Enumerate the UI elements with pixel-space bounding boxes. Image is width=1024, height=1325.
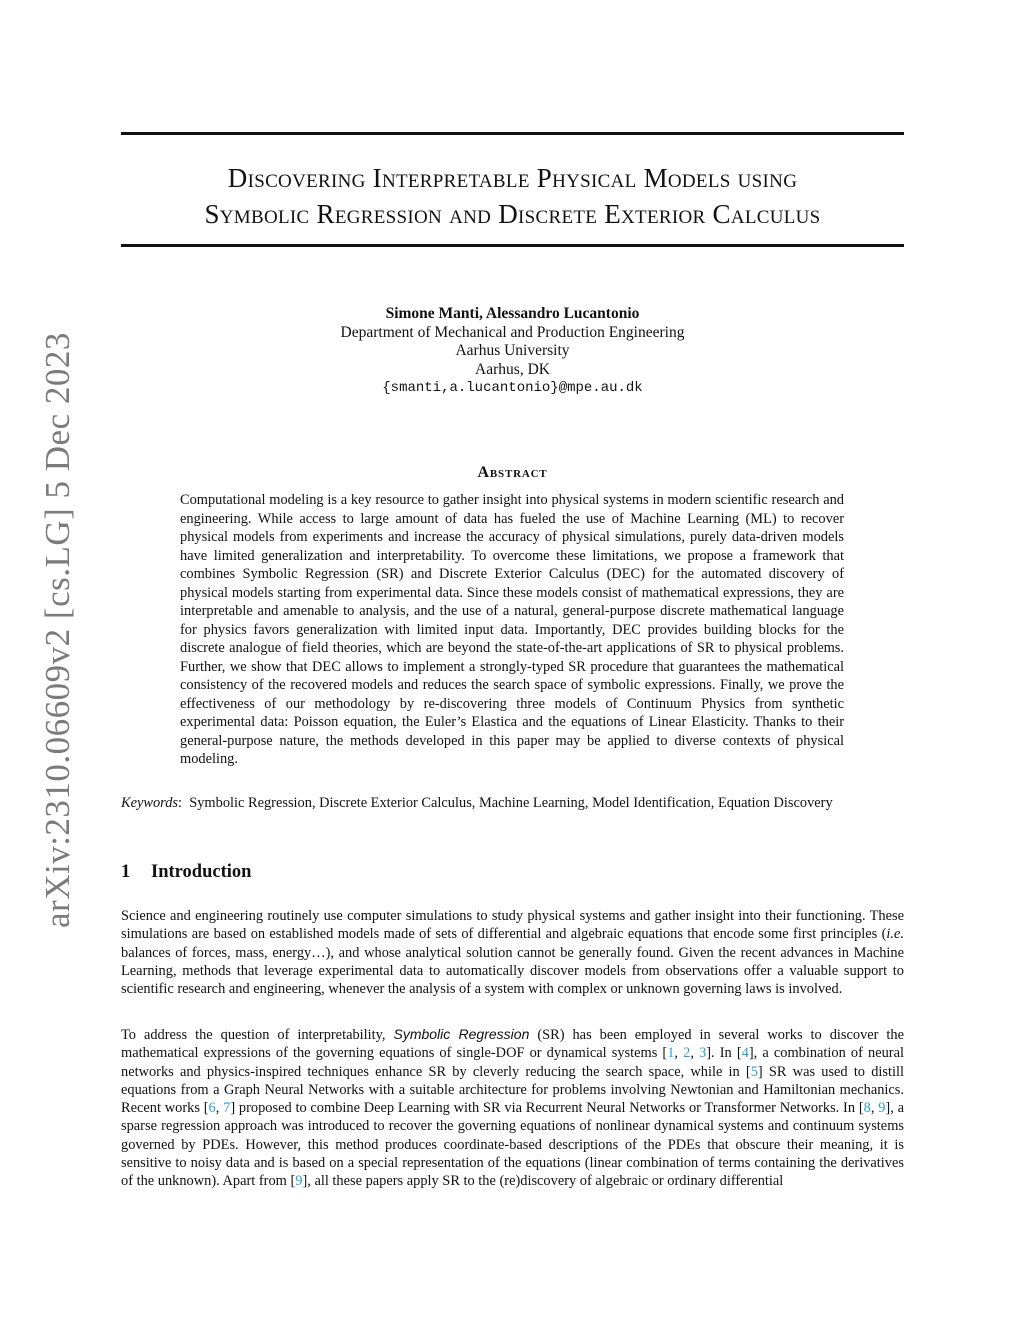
section-number: 1: [121, 862, 131, 882]
citation-link[interactable]: 7: [223, 1100, 231, 1117]
para2-term-sr: Symbolic Regression: [393, 1026, 530, 1042]
abstract-text: Computational modeling is a key resource to gather insight into physical systems in modern scientific research and engineering. While access to large amount of data has fueled the use of Machine Learning (ML) to recover physical models from experiments and increase the accuracy of physical simulations, purely data-driven models have limited generalization and interpretability. To overcome these limitations, we propose a framework that combines Symbolic Regression (SR) and Discrete Exterior Calculus (DEC) for the automated discovery of physical models starting from experimental data. Since these models consist of mathematical expressions, they are interpretable and amenable to analysis, and the use of a natural, general-purpose discrete mathematical language for physics favors generalization with limited input data. Importantly, DEC provides building blocks for the discrete analogue of field theories, which are beyond the state-of-the-art applications of SR to physical problems. Further, we show that DEC allows to implement a strongly-typed SR procedure that guarantees the mathematical consistency of the recovered models and reduces the search space of symbolic expressions. Finally, we prove the effectiveness of our methodology by re-discovering three models of Continuum Physics from synthetic experimental data: Poisson equation, the Euler’s Elastica and the equations of Linear Elasticity. Thanks to their general-purpose nature, the methods developed in this paper may be applied to diverse contexts of physical modeling.: [180, 492, 844, 767]
author-department: Department of Mechanical and Production Engineering: [340, 323, 685, 341]
citation-separator: ,: [870, 1100, 879, 1117]
title-rule-top: [121, 132, 904, 135]
keywords-label: Keywords: [121, 795, 179, 811]
para2-text: ] SR was used to distill equations from a Graph Neural Networks with a suitable architecture for problems involving Newtonian and Hamiltonian mechanics. Recent works [: [121, 1063, 904, 1117]
citation-link[interactable]: 9: [295, 1173, 303, 1190]
citation-link[interactable]: 4: [741, 1045, 749, 1062]
citation-link[interactable]: 6: [208, 1100, 216, 1117]
citation-link[interactable]: 5: [750, 1063, 758, 1080]
title-line-2: Symbolic Regression and Discrete Exterior Calculus: [204, 199, 821, 229]
keywords-text: Symbolic Regression, Discrete Exterior Calculus, Machine Learning, Model Identification, Equation Discovery: [189, 795, 833, 811]
citation-link[interactable]: 2: [683, 1045, 691, 1062]
para2-text: To address the question of interpretability,: [121, 1027, 394, 1043]
para1-text-a: Science and engineering routinely use computer simulations to study physical systems and gather insight into their functioning. These simulations are based on established models made of sets of differential and algebraic equations that encode some first principles (: [121, 908, 904, 943]
title-line-1: Discovering Interpretable Physical Models using: [227, 163, 798, 193]
author-email[interactable]: {smanti,a.lucantonio}@mpe.au.dk: [382, 380, 643, 396]
abstract-heading: Abstract: [477, 464, 548, 481]
intro-paragraph-2: [121, 1025, 904, 1191]
citation-link[interactable]: 3: [699, 1045, 707, 1062]
citation-separator: ,: [674, 1045, 684, 1062]
citation-link[interactable]: 9: [878, 1100, 886, 1117]
section-heading-introduction: [121, 862, 251, 883]
intro-paragraph-1: [121, 907, 904, 998]
keywords: Keywords: Symbolic Regression, Discrete Exterior Calculus, Machine Learning, Model Identification, Equation Discovery: [121, 795, 833, 811]
para1-ie: i.e.: [886, 926, 904, 943]
para1-text-b: balances of forces, mass, energy…), and whose analytical solution cannot be generally found. Given the recent advances in Machine Learning, methods that leverage experimental data to automatically discover models from observations offer a valuable support to scientific research and engineering, whenever the analysis of a system with complex or unknown governing laws is involved.: [121, 944, 904, 998]
citation-link[interactable]: 1: [667, 1045, 675, 1062]
para2-text: ], a combination of neural networks and physics-inspired techniques enhance SR by cleverly reducing the search space, while in [: [121, 1045, 904, 1080]
para2-text: ]. In [: [706, 1045, 742, 1062]
author-location: Aarhus, DK: [475, 360, 550, 378]
citation-separator: ,: [690, 1045, 700, 1062]
section-title: Introduction: [151, 862, 252, 882]
author-names: Simone Manti, Alessandro Lucantonio: [385, 305, 640, 322]
title-rule-bottom: [121, 244, 904, 247]
author-block: [121, 305, 904, 398]
author-university: Aarhus University: [455, 342, 570, 359]
citation-link[interactable]: 8: [863, 1100, 871, 1117]
arxiv-identifier: arXiv:2310.06609v2 [cs.LG] 5 Dec 2023: [38, 332, 77, 928]
para2-text: ], all these papers apply SR to the (re)discovery of algebraic or ordinary differential: [302, 1173, 784, 1190]
para2-text: (SR) has been employed in several works to discover the mathematical expressions of the governing equations of single-DOF or dynamical systems [: [121, 1027, 904, 1062]
citation-separator: ,: [215, 1100, 224, 1117]
para2-text: ] proposed to combine Deep Learning with SR via Recurrent Neural Networks or Transformer Networks. In [: [230, 1100, 864, 1117]
para2-text: ], a sparse regression approach was introduced to recover the governing equations of nonlinear dynamical systems and continuum systems governed by PDEs. However, this method produces coordinate-based descriptions of the PDEs that obscure their meaning, it is sensitive to noisy data and is based on a special representation of the equations (linear combination of terms containing the derivatives of the unknown). Apart from [: [121, 1100, 904, 1190]
paper-title: [121, 160, 904, 232]
